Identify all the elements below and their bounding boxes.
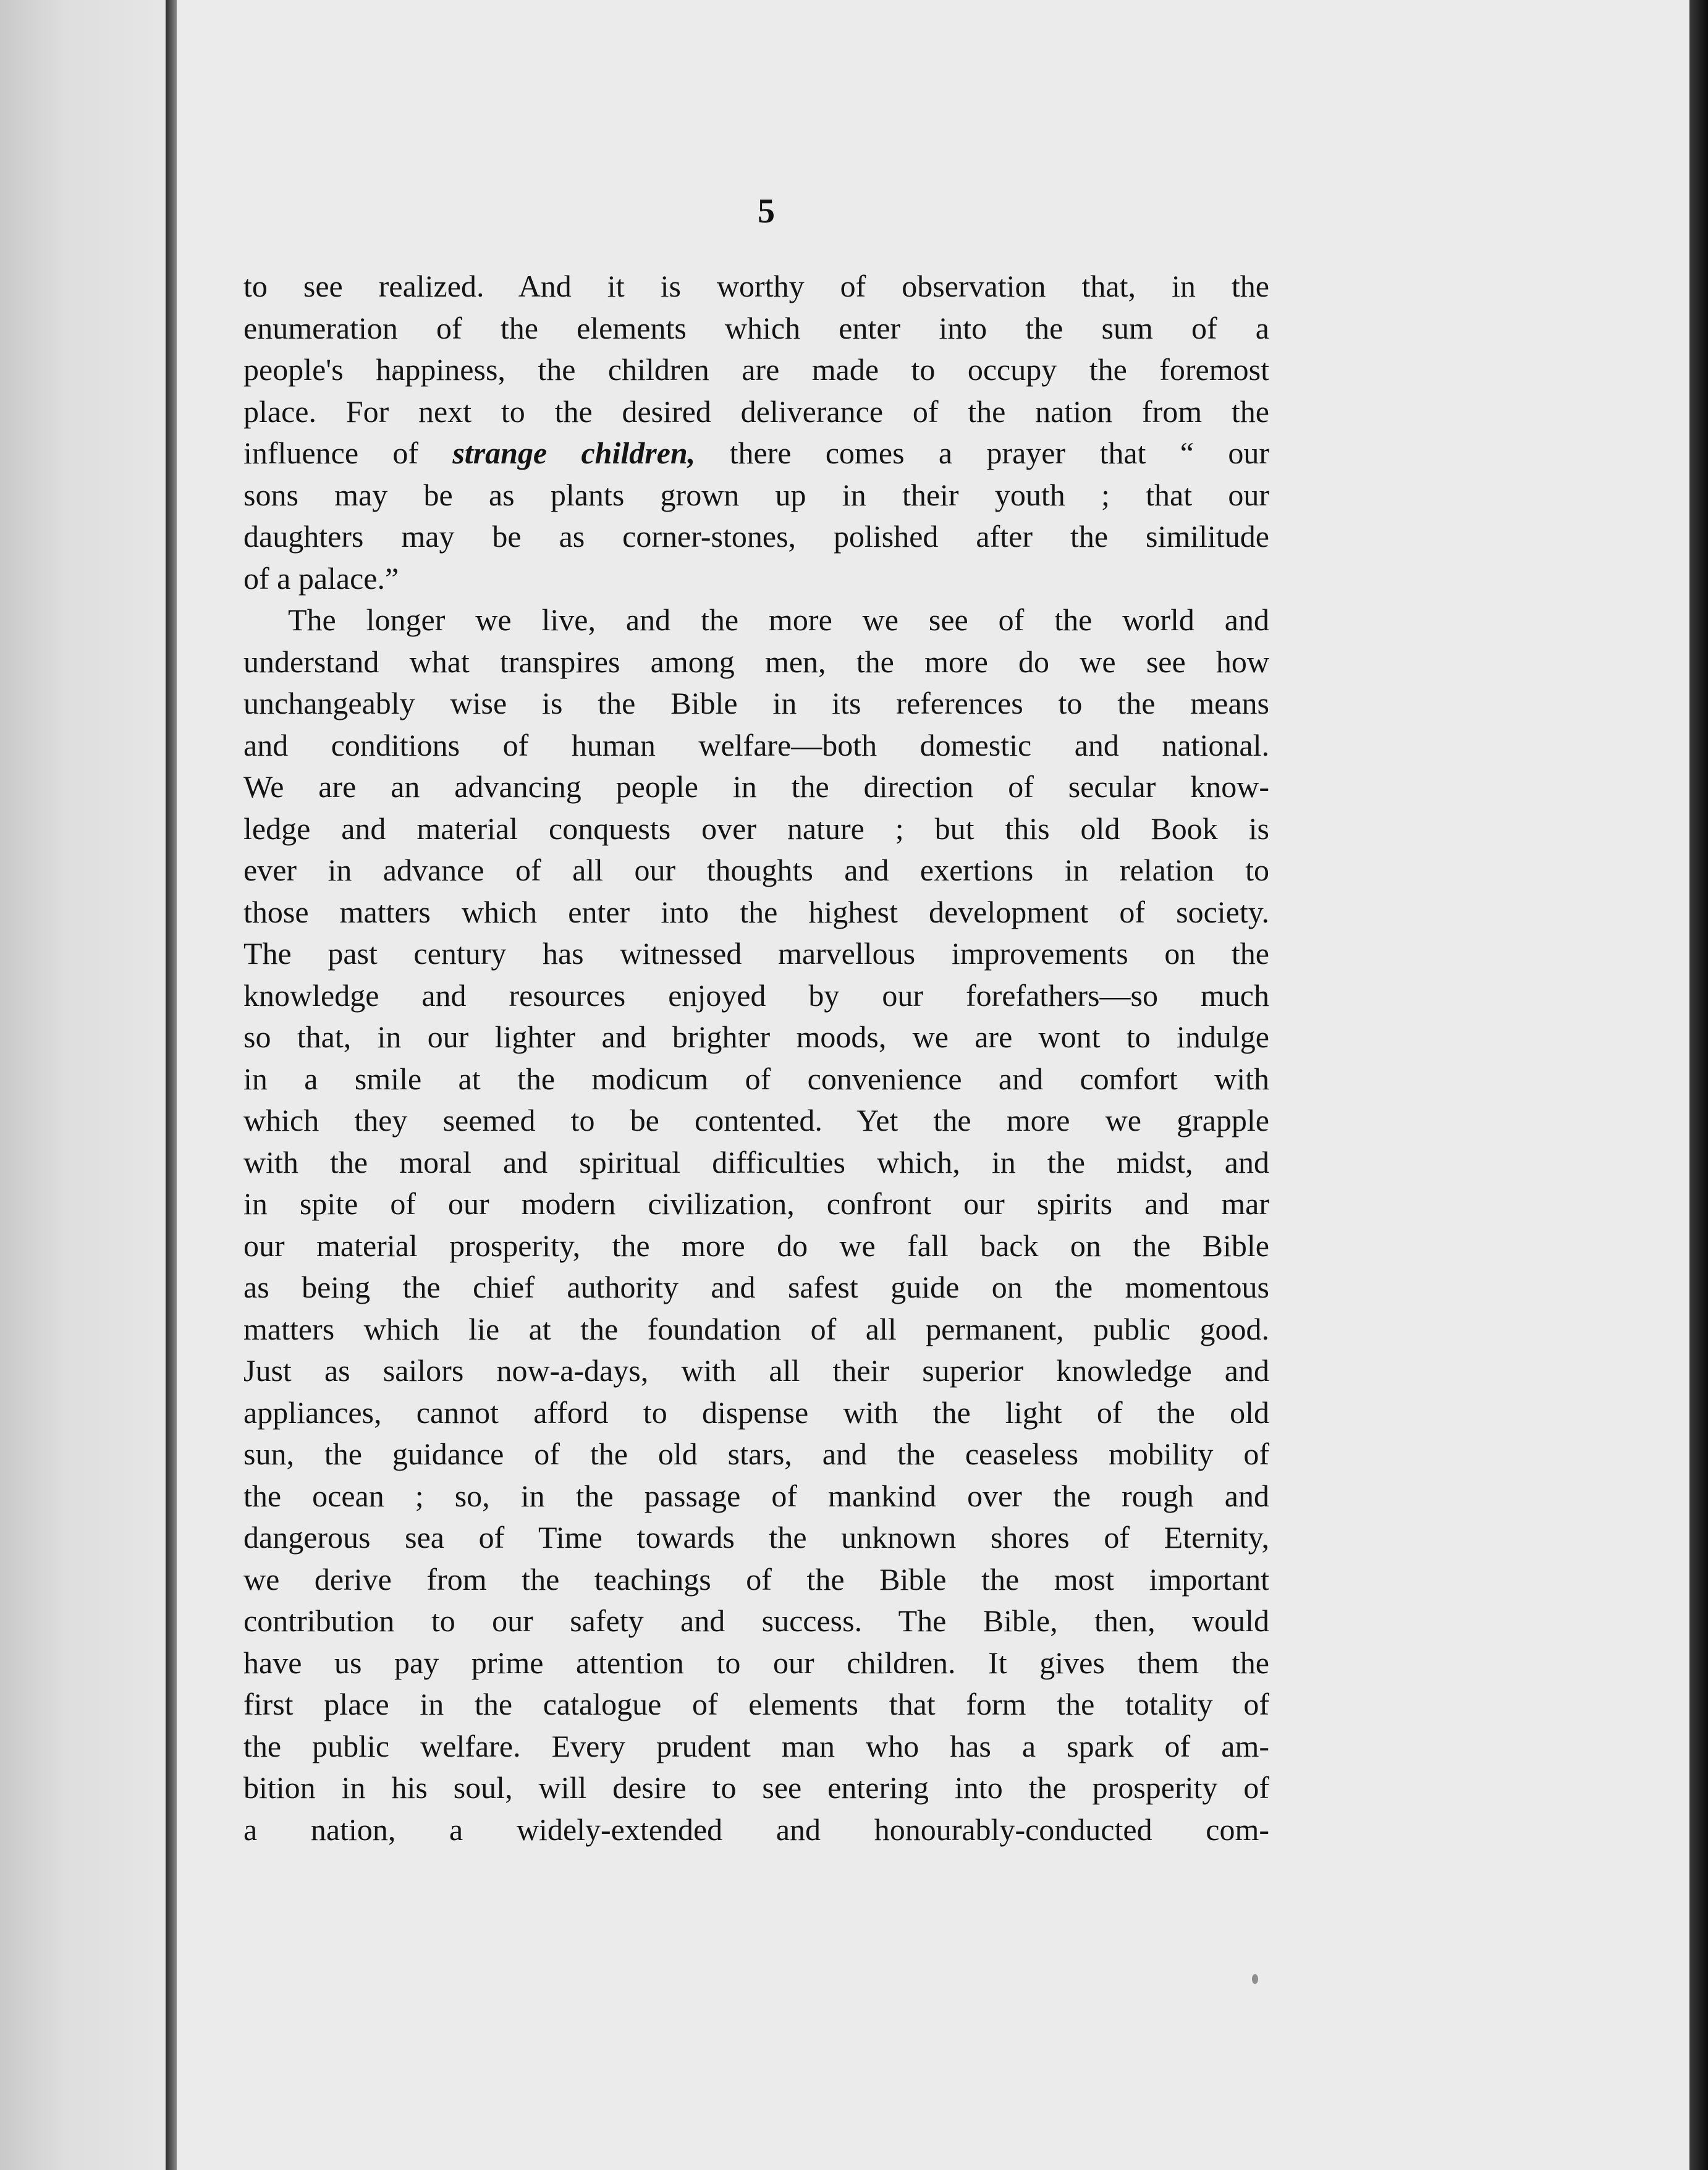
- text-line: with the moral and spiritual difficulties which, in the midst, and: [243, 1144, 1269, 1180]
- text-line: bition in his soul, will desire to see entering into the prosperity of: [243, 1770, 1269, 1805]
- text-run: influence of: [243, 436, 453, 470]
- text-line: [243, 433, 1269, 475]
- text-line: unchangeably wise is the Bible in its references to the means: [243, 686, 1269, 720]
- text-line: as being the chief authority and safest guide on the momentous: [243, 1270, 1269, 1304]
- text-line: in a smile at the modicum of convenience and comfort with: [243, 1061, 1269, 1096]
- text-line: and conditions of human welfare—both domestic and national.: [243, 727, 1269, 762]
- book-gutter: [166, 0, 177, 2170]
- text-line: daughters may be as corner-stones, polished after the similitude: [243, 519, 1269, 554]
- text-line: sun, the guidance of the old stars, and the ceaseless mobility of: [243, 1437, 1269, 1471]
- text-line: the public welfare. Every prudent man who has a spark of am-: [243, 1728, 1269, 1763]
- text-line: dangerous sea of Time towards the unknown shores of Eternity,: [243, 1520, 1269, 1555]
- facing-page-edge: [0, 0, 166, 2170]
- text-line: we derive from the teachings of the Bible the most important: [243, 1561, 1269, 1597]
- page-right-edge: [1689, 0, 1708, 2170]
- text-line: ledge and material conquests over nature ; but this old Book is: [243, 811, 1269, 846]
- text-line: to see realized. And it is worthy of observation that, in the: [243, 269, 1269, 303]
- text-line: contribution to our safety and success. The Bible, then, would: [243, 1603, 1269, 1638]
- text-line: have us pay prime attention to our children. It gives them the: [243, 1645, 1269, 1680]
- text-line: of a palace.”: [243, 560, 399, 596]
- text-line: first place in the catalogue of elements that form the totality of: [243, 1687, 1269, 1721]
- text-line: appliances, cannot afford to dispense with the light of the old: [243, 1395, 1269, 1430]
- text-line: place. For next to the desired deliverance of the nation from the: [243, 394, 1269, 429]
- text-line: We are an advancing people in the direction of secular know-: [243, 769, 1269, 804]
- text-line: people's happiness, the children are made to occupy the foremost: [243, 352, 1269, 387]
- text-line: which they seemed to be contented. Yet the more we grapple: [243, 1103, 1269, 1138]
- text-line: in spite of our modern civilization, confront our spirits and mar: [243, 1186, 1269, 1221]
- emphasis-run: strange children,: [452, 436, 696, 470]
- text-line: those matters which enter into the highest development of society.: [243, 894, 1269, 929]
- text-line: The longer we live, and the more we see of the world and: [288, 602, 1269, 637]
- text-line: matters which lie at the foundation of all permanent, public good.: [243, 1311, 1269, 1346]
- text-line: our material prosperity, the more do we fall back on the Bible: [243, 1228, 1269, 1263]
- body-text: [243, 266, 1269, 1851]
- text-line: The past century has witnessed marvellous improvements on the: [243, 936, 1269, 971]
- ink-speck: [1252, 1974, 1258, 1984]
- text-line: so that, in our lighter and brighter moods, we are wont to indulge: [243, 1020, 1269, 1054]
- text-line: sons may be as plants grown up in their youth ; that our: [243, 477, 1269, 512]
- text-line: knowledge and resources enjoyed by our forefathers—so much: [243, 977, 1269, 1013]
- text-line: Just as sailors now-a-days, with all their superior knowledge and: [243, 1353, 1269, 1388]
- text-line: ever in advance of all our thoughts and exertions in relation to: [243, 853, 1269, 887]
- text-run: there comes a prayer that “ our: [695, 436, 1269, 470]
- text-line: enumeration of the elements which enter into the sum of a: [243, 310, 1269, 345]
- page-number: 5: [758, 192, 775, 230]
- text-line: a nation, a widely-extended and honourably-conducted com-: [243, 1812, 1269, 1847]
- text-line: understand what transpires among men, the more do we see how: [243, 644, 1269, 679]
- text-line: the ocean ; so, in the passage of mankind over the rough and: [243, 1478, 1269, 1513]
